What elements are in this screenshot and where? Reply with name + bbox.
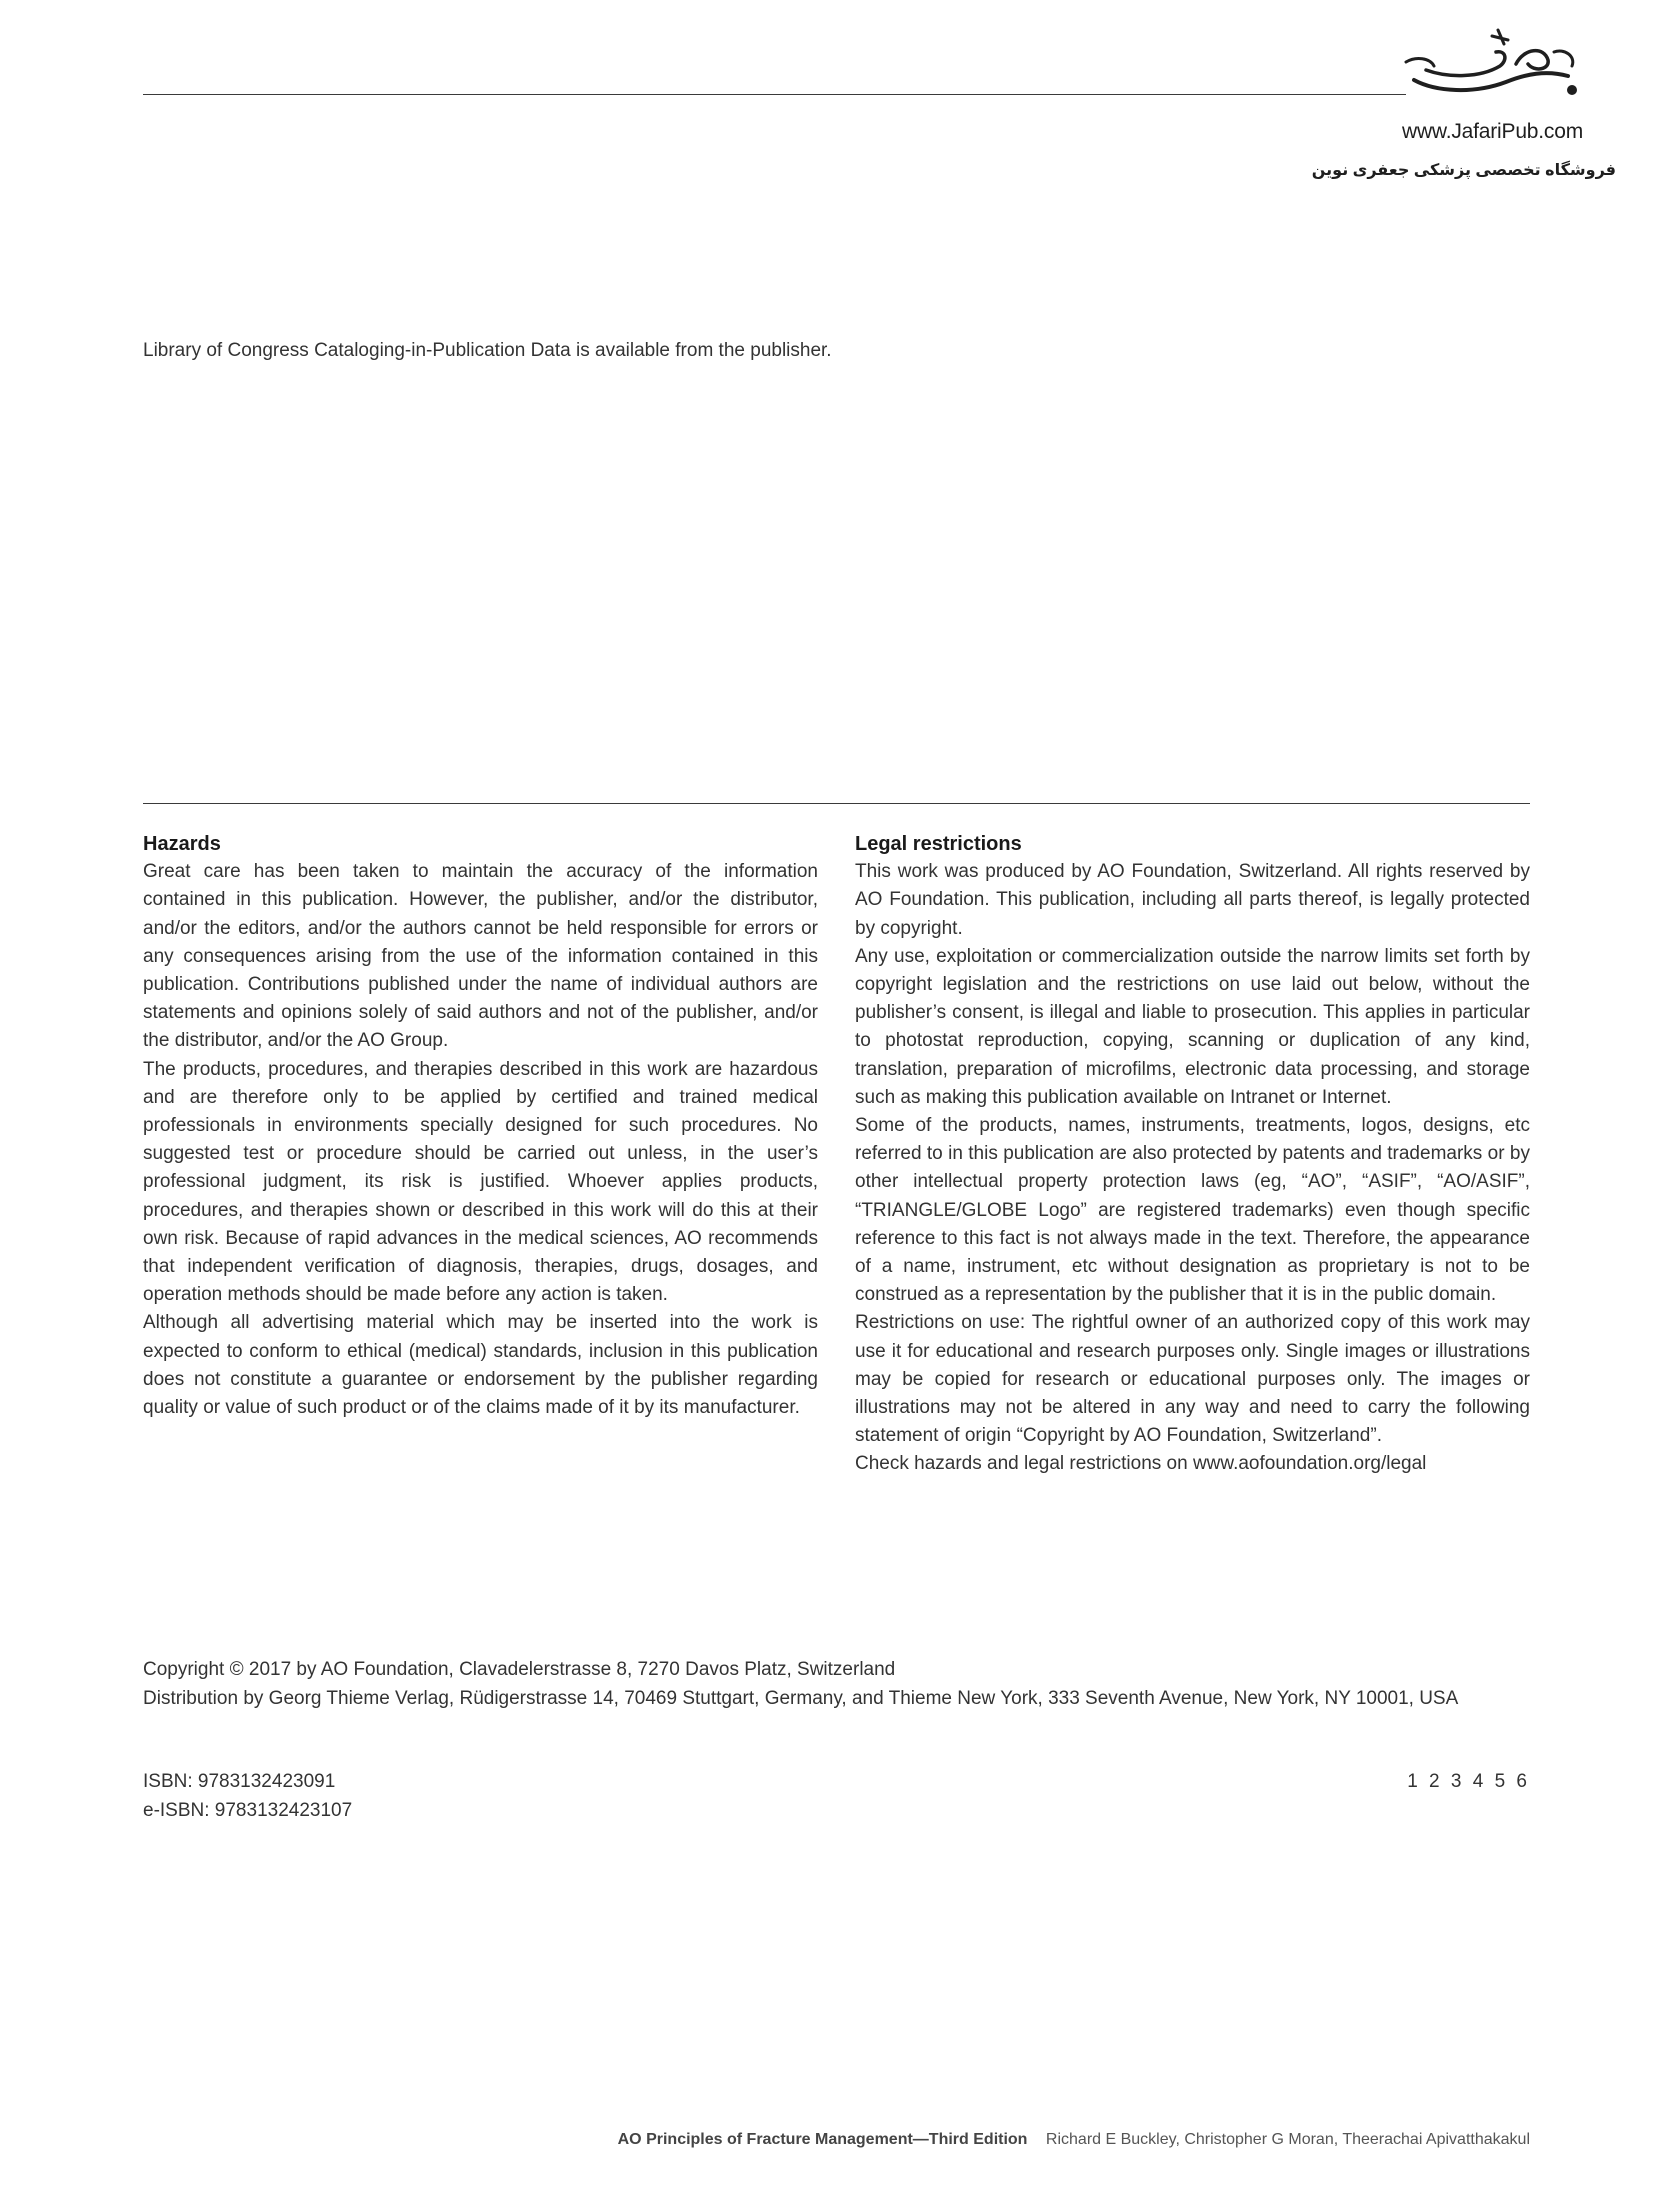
legal-paragraph: Any use, exploitation or commercialization outside the narrow limits set forth by copyright legislation and the restrictions on use laid out below, without the publisher’s consent, is illegal and liable to prosecution. This applies in particular to photostat reproduction, copying, scanning or duplication of any kind, translation, preparation of microfilms, electronic data processing, and storage such as making this publication available on Intranet or Internet. xyxy=(855,945,1530,1108)
logo-url[interactable]: www.JafariPub.com xyxy=(1402,120,1583,143)
footer-authors: Richard E Buckley, Christopher G Moran, Theerachai Apivatthakakul xyxy=(1045,2131,1530,2148)
distribution-line: Distribution by Georg Thieme Verlag, Rüdigerstrasse 14, 70469 Stuttgart, Germany, and Thieme New York, 333 Seventh Avenue, New York, NY 10001, USA xyxy=(143,1687,1459,1709)
hazards-paragraph: Great care has been taken to maintain the accuracy of the information contained in this publication. However, the publisher, and/or the distributor, and/or the editors, and/or the authors cannot be held responsible for errors or any consequences arising from the use of the information contained in this publication. Contributions published under the name of individual authors are statements and opinions solely of said authors and not of the publisher, and/or the distributor, and/or the AO Group. xyxy=(143,861,818,1052)
legal-paragraph: Restrictions on use: The rightful owner of an authorized copy of this work may use it for educational and research purposes only. Single images or illustrations may be copied for research or educational purposes only. The images or illustrations may not be altered in any way and need to carry the following statement of origin “Copyright by AO Foundation, Switzerland”. xyxy=(855,1312,1530,1447)
legal-section xyxy=(855,830,1530,1479)
section-rule xyxy=(143,803,1530,804)
isbn-print: ISBN: 9783132423091 xyxy=(143,1771,336,1792)
hazards-paragraph: Although all advertising material which may be inserted into the work is expected to conform to ethical (medical) standards, inclusion in this publication does not constitute a guarantee or endorsement by the publisher regarding quality or value of such product or of the claims made of it by its manufacturer. xyxy=(143,1312,818,1419)
calligraphy-logo-icon xyxy=(1396,22,1596,114)
hazards-section xyxy=(143,830,818,1422)
isbn-electronic: e-ISBN: 9783132423107 xyxy=(143,1799,353,1821)
logo-tagline: فروشگاه تخصصی پزشکی جعفری نوین xyxy=(1311,162,1616,179)
footer-book-title: AO Principles of Fracture Management—Third Edition xyxy=(617,2131,1028,2148)
copyright-block xyxy=(143,1656,1458,1713)
hazards-heading: Hazards xyxy=(143,833,221,855)
legal-paragraph: This work was produced by AO Foundation, Switzerland. All rights reserved by AO Foundation. This publication, including all parts thereof, is legally protected by copyright. xyxy=(855,861,1530,939)
cip-note: Library of Congress Cataloging-in-Publication Data is available from the publisher. xyxy=(143,340,832,361)
hazards-paragraph: The products, procedures, and therapies described in this work are hazardous and are therefore only to be applied by certified and trained medical professionals in environments specially designed for such procedures. No suggested test or procedure should be carried out unless, in the user’s professional judgment, its risk is justified. Whoever applies products, procedures, and therapies shown or described in this work will do this at their own risk. Because of rapid advances in the medical sciences, AO recommends that independent verification of diagnosis, therapies, drugs, dosages, and operation methods should be made before any action is taken. xyxy=(143,1058,818,1306)
legal-paragraph: Some of the products, names, instruments, treatments, logos, designs, etc referred to in this publication are also protected by patents and trademarks or by other intellectual property protection laws (eg, “AO”, “ASIF”, “AO/ASIF”, “TRIANGLE/GLOBE Logo” are registered trademarks) even though specific reference to this fact is not always made in the text. Therefore, the appearance of a name, instrument, etc without designation as proprietary is not to be construed as a representation by the publisher that it is in the public domain. xyxy=(855,1115,1530,1306)
legal-paragraph: Check hazards and legal restrictions on www.aofoundation.org/legal xyxy=(855,1453,1427,1475)
copyright-line: Copyright © 2017 by AO Foundation, Clavadelerstrasse 8, 7270 Davos Platz, Switzerland xyxy=(143,1659,896,1680)
legal-heading: Legal restrictions xyxy=(855,833,1022,855)
header-rule xyxy=(143,94,1406,95)
isbn-block xyxy=(143,1768,352,1825)
print-line: 1 2 3 4 5 6 xyxy=(1407,1771,1530,1792)
page-footer xyxy=(618,2131,1530,2149)
publisher-logo[interactable] xyxy=(1311,22,1630,179)
